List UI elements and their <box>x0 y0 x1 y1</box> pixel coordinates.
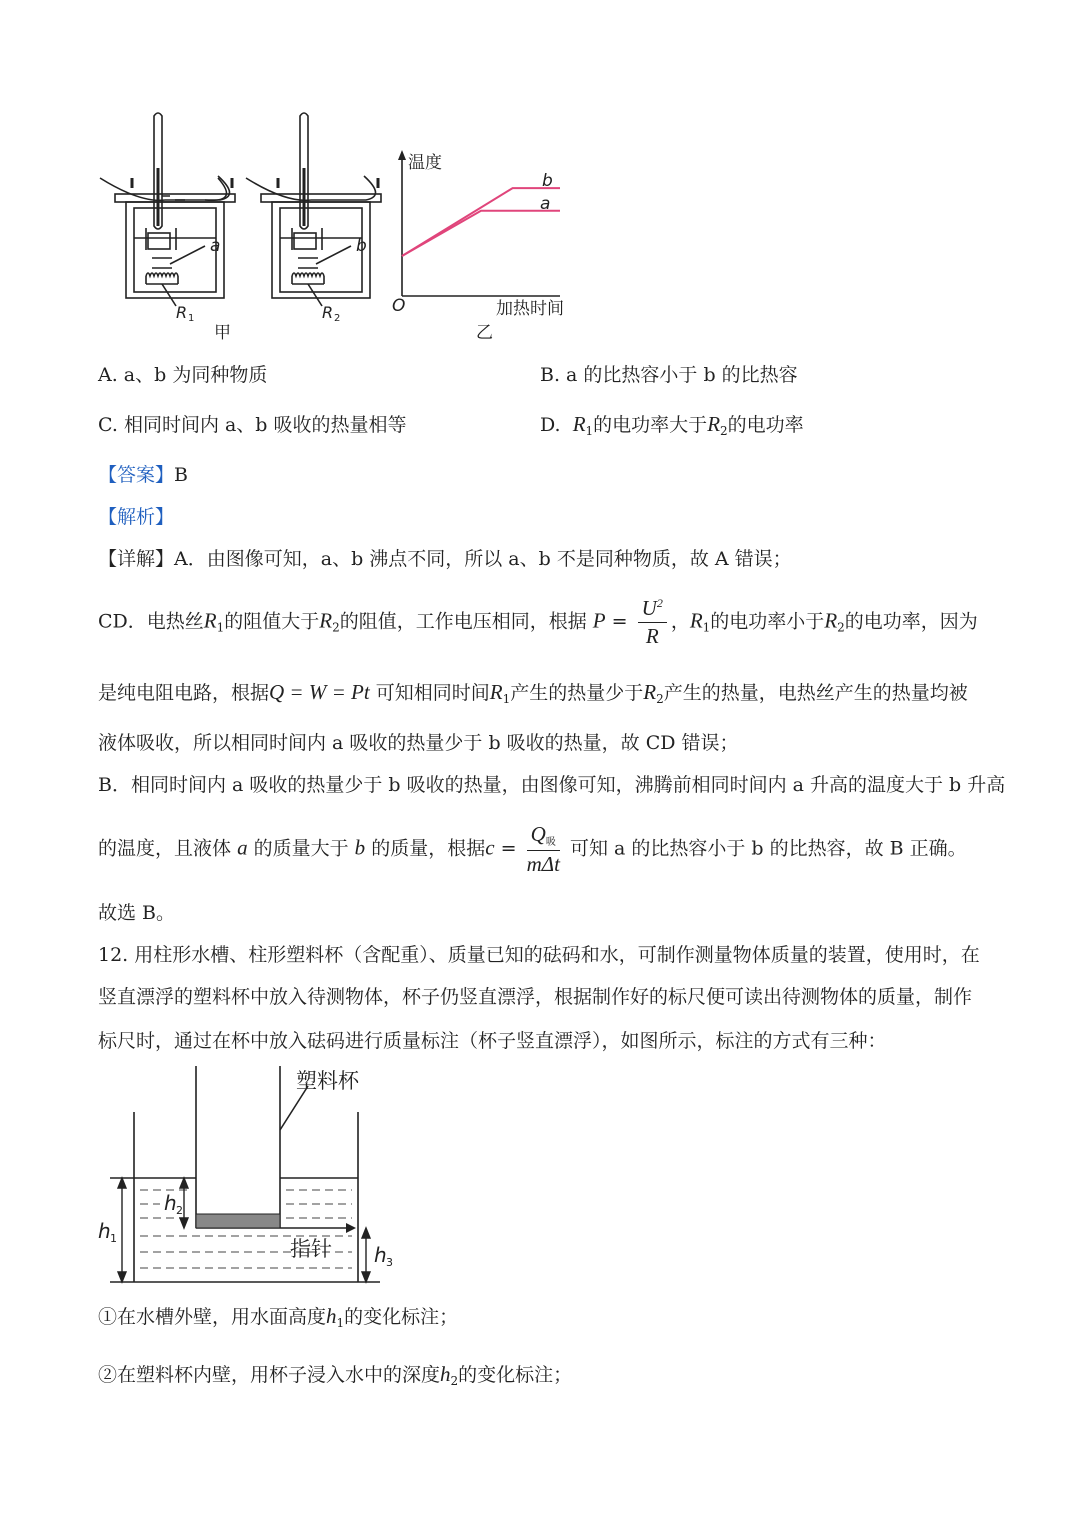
graph-origin: O <box>392 296 406 316</box>
h2-label: h <box>164 1191 177 1215</box>
label-a: a <box>210 236 221 256</box>
detail-line-4: 液体吸收，所以相同时间内 a 吸收的热量少于 b 吸收的热量，故 CD 错误； <box>98 732 739 754</box>
option-d: D. $R_1$的电功率大于$R_2$的电功率 <box>540 412 804 438</box>
label-R1-sub: 1 <box>188 313 195 324</box>
label-R2: R <box>322 303 334 322</box>
y-axis-arrow <box>398 150 406 160</box>
plastic-cup <box>196 1066 280 1228</box>
h3-label: h <box>374 1243 387 1267</box>
caption-jia: 甲 <box>214 323 231 343</box>
option-a: A. a、b 为同种物质 <box>98 364 268 386</box>
q12-line-1: 12. 用柱形水槽、柱形塑料杯（含配重）、质量已知的砝码和水，可制作测量物体质量的装置，使用时，在 <box>98 944 980 966</box>
water-tank <box>110 1112 380 1282</box>
series-a-label: a <box>540 194 551 214</box>
cup-weight <box>196 1214 280 1228</box>
h3-marker <box>362 1228 370 1282</box>
figure-heating-experiment <box>90 108 610 348</box>
graph-xlabel: 加热时间 <box>496 299 564 319</box>
label-R1: R <box>176 303 188 322</box>
answer <box>98 464 188 487</box>
temperature-graph <box>392 150 564 343</box>
item-2: ②在塑料杯内壁，用杯子浸入水中的深度$h_2$的变化标注； <box>98 1362 573 1388</box>
detail-line-3: 是纯电阻电路，根据Q = W = Pt 可知相同时间$R_1$产生的热量少于$R_2$产生的热量，电热丝产生的热量均被 <box>98 680 968 706</box>
detail-line-1: 【详解】A．由图像可知，a、b 沸点不同，所以 a、b 不是同种物质，故 A 错误； <box>98 548 792 570</box>
detail-line-5: B．相同时间内 a 吸收的热量少于 b 吸收的热量，由图像可知，沸腾前相同时间内 a 升高的温度大于 b 升高 <box>98 774 1006 796</box>
formula-specific-heat: $\frac{Q_吸}{\text{mΔt}}$ <box>526 822 560 876</box>
q12-line-3: 标尺时，通过在杯中放入砝码进行质量标注（杯子竖直漂浮），如图所示，标注的方式有三种： <box>98 1030 887 1052</box>
caption-yi: 乙 <box>476 323 493 343</box>
h1-marker <box>118 1178 126 1282</box>
h2-marker <box>180 1178 188 1228</box>
series-b-line <box>402 188 560 256</box>
h2-sub: 2 <box>176 1204 183 1217</box>
apparatus-jia <box>100 113 235 306</box>
item-1: ①在水槽外壁，用水面高度$h_1$的变化标注； <box>98 1304 459 1330</box>
apparatus-second <box>246 113 381 306</box>
option-c: C. 相同时间内 a、b 吸收的热量相等 <box>98 414 407 436</box>
figure-floating-cup <box>90 1062 410 1292</box>
analysis-tag: 【解析】 <box>98 506 175 528</box>
option-b: B. a 的比热容小于 b 的比热容 <box>540 364 798 386</box>
series-b-label: b <box>542 171 553 191</box>
detail-line-2: CD．电热丝$R_1$的阻值大于$R_2$的阻值，工作电压相同，根据 P = $\frac{U^2}{R}$ ，$R_1$的电功率小于$R_2$的电功率，因为 <box>98 596 978 649</box>
h3-sub: 3 <box>386 1256 393 1269</box>
h1-sub: 1 <box>110 1232 117 1245</box>
answer-value: B <box>174 464 188 486</box>
formula-power: $\frac{U^2}{R}$ <box>638 596 667 649</box>
q12-line-2: 竖直漂浮的塑料杯中放入待测物体，杯子仍竖直漂浮，根据制作好的标尺便可读出待测物体的质量，制作 <box>98 986 973 1008</box>
conclusion: 故选 B。 <box>98 902 176 924</box>
answer-tag: 【答案】 <box>98 464 175 486</box>
detail-line-6: 的温度，且液体 a 的质量大于 b 的质量，根据c = $\frac{Q_吸}{\text{mΔt}}$ 可知 a 的比热容小于 b 的比热容，故 B 正确。 <box>98 822 967 876</box>
graph-ylabel: 温度 <box>408 153 442 173</box>
h1-label: h <box>98 1219 111 1243</box>
series-a-line <box>402 211 560 256</box>
cup-label: 塑料杯 <box>296 1069 359 1093</box>
label-R2-sub: 2 <box>334 313 341 324</box>
label-b: b <box>356 236 367 256</box>
pointer-label: 指针 <box>290 1237 332 1261</box>
pointer <box>280 1223 356 1233</box>
